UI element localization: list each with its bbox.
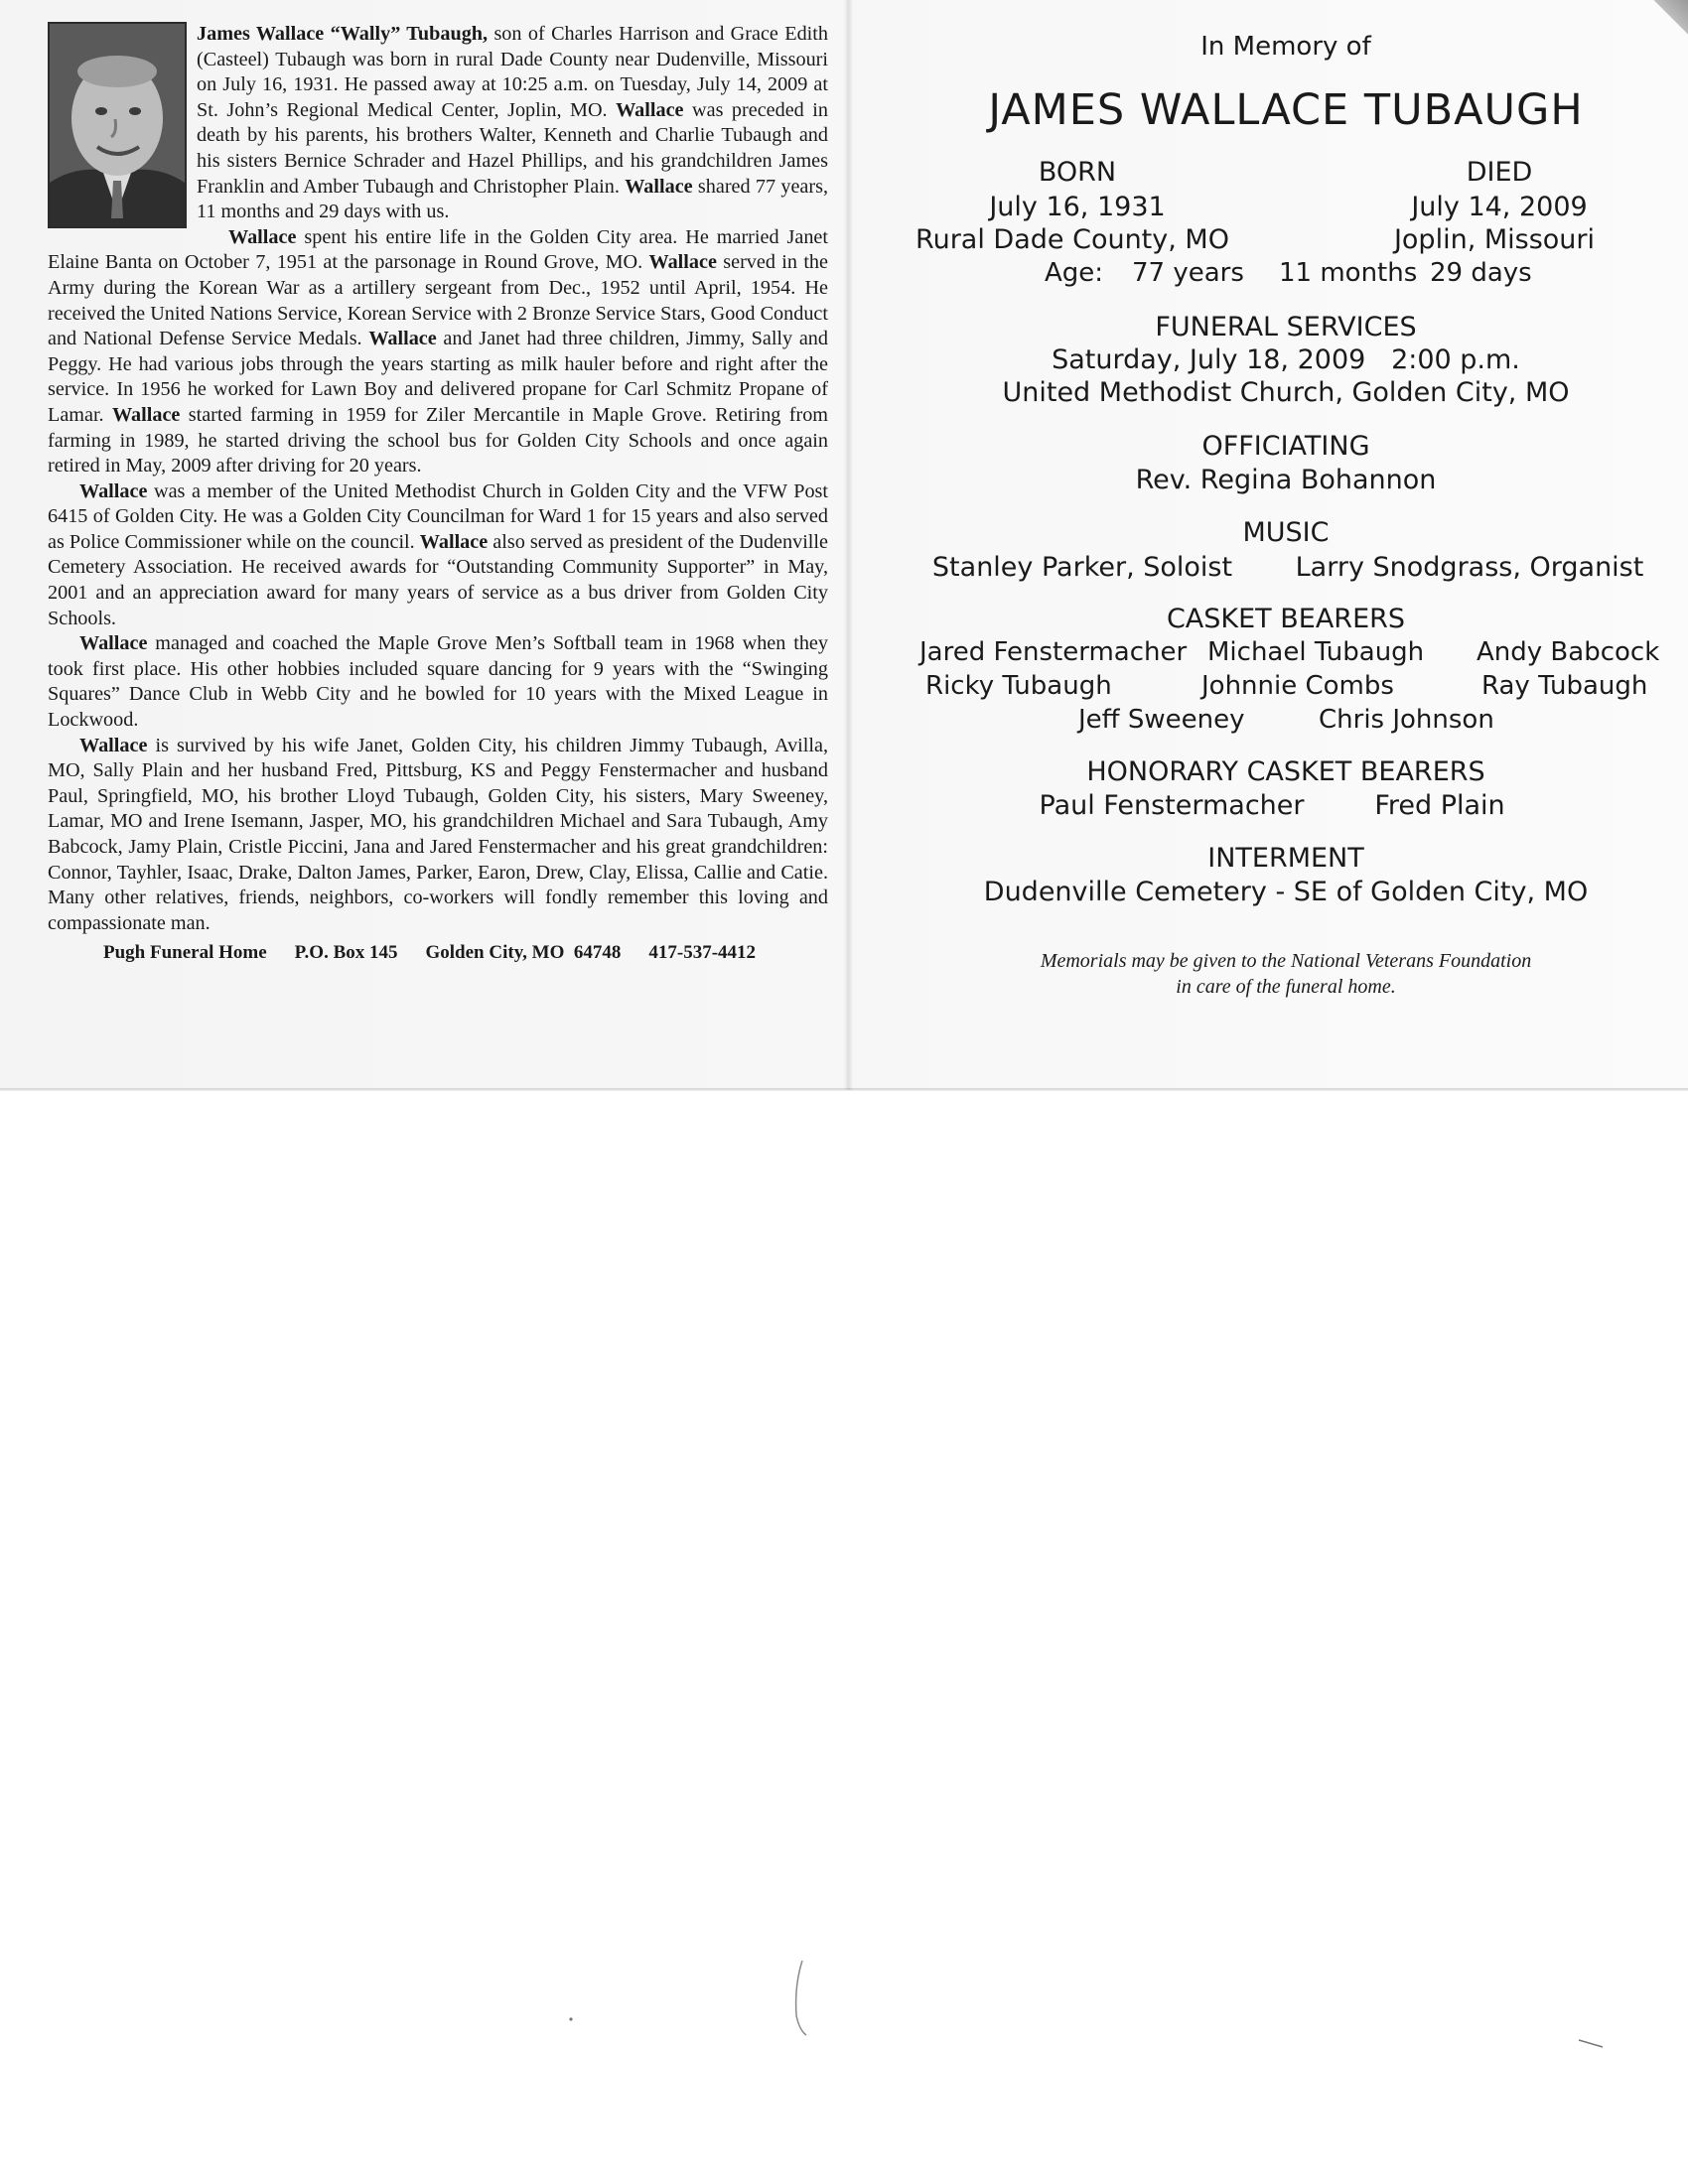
music-organist: Larry Snodgrass, Organist: [1295, 552, 1644, 583]
interment-heading: INTERMENT: [1207, 843, 1364, 874]
obituary-text: started farming in 1959 for Ziler Mercantile in Maple Grove. Retiring from farming in 1989, he started driving the school bus for Golden City Schools and once again retired in May, 2009 after driving for 20 years.: [48, 403, 829, 478]
age-years: 77 years: [1132, 258, 1244, 288]
obituary-text: was a member of the United Methodist Church in Golden City and the VFW Post 6415 of Golden City. He was a Golden City Councilman for Ward 1 for 15 years and also served as Police Commissioner while on the council.: [48, 479, 828, 553]
memorial-note-line-2: in care of the funeral home.: [1176, 976, 1396, 998]
born-died-places: [904, 224, 1668, 258]
obituary-bold-name: Wallace: [648, 251, 717, 274]
age-label: Age:: [1045, 258, 1104, 288]
obituary-bold-name: Wallace: [419, 530, 489, 553]
funeral-date: Saturday, July 18, 2009: [1052, 344, 1366, 375]
funeral-home-name: Pugh Funeral Home: [103, 942, 267, 964]
honorary-bearers-heading: HONORARY CASKET BEARERS: [1086, 756, 1485, 787]
funeral-location: United Methodist Church, Golden City, MO: [1002, 377, 1570, 408]
obituary-text: spent his entire life in the Golden City area. He married Janet Elaine Banta on October 7, 1951 at the parsonage in Round Grove, MO.: [48, 225, 828, 274]
obituary-bold-name: Wallace: [111, 403, 181, 426]
bearer-name: Johnnie Combs: [1201, 671, 1394, 701]
bearer-name: Ray Tubaugh: [1481, 671, 1648, 701]
age-row: [904, 258, 1668, 292]
funeral-time: 2:00 p.m.: [1391, 344, 1520, 375]
bearer-name: Jeff Sweeney: [1078, 705, 1245, 735]
obituary-text: and Janet had three children, Jimmy, Sally and Peggy. He had various jobs through the years starting as milk hauler before and right after the service. In 1956 he worked for Lawn Boy and delivered propane for Carl Schmitz Propane of Lamar.: [48, 328, 828, 426]
obituary-bold-name: Wallace: [79, 479, 148, 502]
center-fold: [844, 0, 853, 1090]
obituary-column: [48, 22, 828, 966]
obituary-text: is survived by his wife Janet, Golden City, his children Jimmy Tubaugh, Avilla, MO, Sally Plain and her husband Fred, Pittsburg, KS and Peggy Fenstermacher and husband Paul, Springfield, MO, his brother Lloyd Tubaugh, Golden City, his sisters, Mary Sweeney, Lamar, MO and Irene Isemann, Jasper, MO, his grandchildren Michael and Sara Tubaugh, Amy Babcock, Jamy Plain, Cristle Piccini, Jana and Jared Fenstermacher and his great grandchildren: Connor, Tayhler, Isaac, Drake, Dalton James, Parker, Earon, Drew, Clay, Elissa, Callie and Catie. Many other relatives, friends, neighbors, co-workers will fondly remember this loving and compassionate man.: [48, 734, 828, 934]
bearers-row-2: [904, 671, 1668, 705]
funeral-home-city: Golden City, MO 64748: [425, 942, 622, 964]
obituary-text: served in the Army during the Korean War as a artillery sergeant from Dec., 1952 until April, 1954. He received the United Nations Service, Korean Service with 2 Bronze Service Stars, Good Conduct and National Defense Service Medals.: [48, 251, 828, 350]
officiant-name: Rev. Regina Bohannon: [1135, 465, 1437, 495]
obituary-text: son of Charles Harrison and Grace Edith (Casteel) Tubaugh was born in rural Dade County near Dudenville, Missouri on July 16, 1931. He passed away at 10:25 a.m. on Tuesday, July 14, 2009 at St. John’s Regional Medical Center, Joplin, MO.: [197, 23, 828, 121]
casket-bearers-heading: CASKET BEARERS: [1166, 604, 1406, 634]
obituary-bold-name: Wallace: [228, 225, 297, 248]
born-died-labels: [904, 157, 1668, 191]
bearers-row-3: [904, 705, 1668, 739]
age-months: 11 months: [1279, 258, 1418, 288]
music-heading: MUSIC: [1242, 517, 1330, 548]
obituary-bold-name: Wallace: [616, 98, 684, 121]
obituary-bold-name: Wallace: [79, 632, 148, 655]
obituary-bold-name: Wallace: [625, 175, 693, 198]
honorary-row: [904, 790, 1668, 824]
obituary-text: shared 77 years, 11 months and 29 days with us.: [197, 175, 829, 223]
born-place: Rural Dade County, MO: [915, 224, 1229, 255]
died-label: DIED: [1466, 157, 1533, 188]
honorary-bearer: Fred Plain: [1374, 790, 1505, 821]
officiating-heading: OFFICIATING: [1201, 431, 1370, 462]
bearer-name: Andy Babcock: [1477, 637, 1660, 667]
born-label: BORN: [1038, 157, 1117, 188]
age-days: 29 days: [1430, 258, 1532, 288]
died-date: July 14, 2009: [1411, 192, 1588, 222]
music-row: [904, 552, 1668, 586]
funeral-home-phone: 417-537-4412: [648, 942, 757, 964]
bearers-row-1: [904, 637, 1668, 671]
in-memory-heading: In Memory of: [1200, 32, 1371, 62]
born-died-dates: [904, 192, 1668, 225]
funeral-home-box: P.O. Box 145: [294, 942, 398, 964]
bearer-name: Chris Johnson: [1319, 705, 1494, 735]
born-date: July 16, 1931: [989, 192, 1166, 222]
memorial-note-line-1: Memorials may be given to the National Veterans Foundation: [1040, 950, 1532, 972]
died-place: Joplin, Missouri: [1393, 224, 1596, 255]
obituary-name: James Wallace “Wally” Tubaugh,: [197, 23, 489, 45]
honorary-bearer: Paul Fenstermacher: [1039, 790, 1305, 821]
funeral-home-footer: [48, 940, 828, 966]
interment-location: Dudenville Cemetery - SE of Golden City, MO: [983, 877, 1589, 907]
portrait-photo: [48, 22, 187, 228]
funeral-services-heading: FUNERAL SERVICES: [1155, 312, 1417, 342]
obituary-bold-name: Wallace: [79, 734, 148, 756]
deceased-name: JAMES WALLACE TUBAUGH: [988, 85, 1584, 135]
bearer-name: Ricky Tubaugh: [925, 671, 1112, 701]
obituary-text: was preceded in death by his parents, his brothers Walter, Kenneth and Charlie Tubaugh and his sisters Bernice Schrader and Hazel Phillips, and his grandchildren James Franklin and Amber Tubaugh and Christopher Plain.: [197, 98, 828, 198]
obituary-bold-name: Wallace: [368, 328, 437, 350]
obituary-text: managed and coached the Maple Grove Men’s Softball team in 1968 when they took first place. His other hobbies included square dancing for 9 years with the “Swinging Squares” Dance Club in Webb City and he bowled for 10 years with the Mixed League in Lockwood.: [48, 632, 828, 732]
funeral-date-time: [904, 344, 1668, 375]
bearer-name: Michael Tubaugh: [1207, 637, 1425, 667]
music-soloist: Stanley Parker, Soloist: [931, 552, 1233, 583]
obituary-text: also served as president of the Dudenville Cemetery Association. He received awards for “Outstanding Community Supporter” in May, 2001 and an appreciation award for many years of service as a bus driver from Golden City Schools.: [48, 530, 828, 629]
bearer-name: Jared Fenstermacher: [919, 637, 1188, 667]
